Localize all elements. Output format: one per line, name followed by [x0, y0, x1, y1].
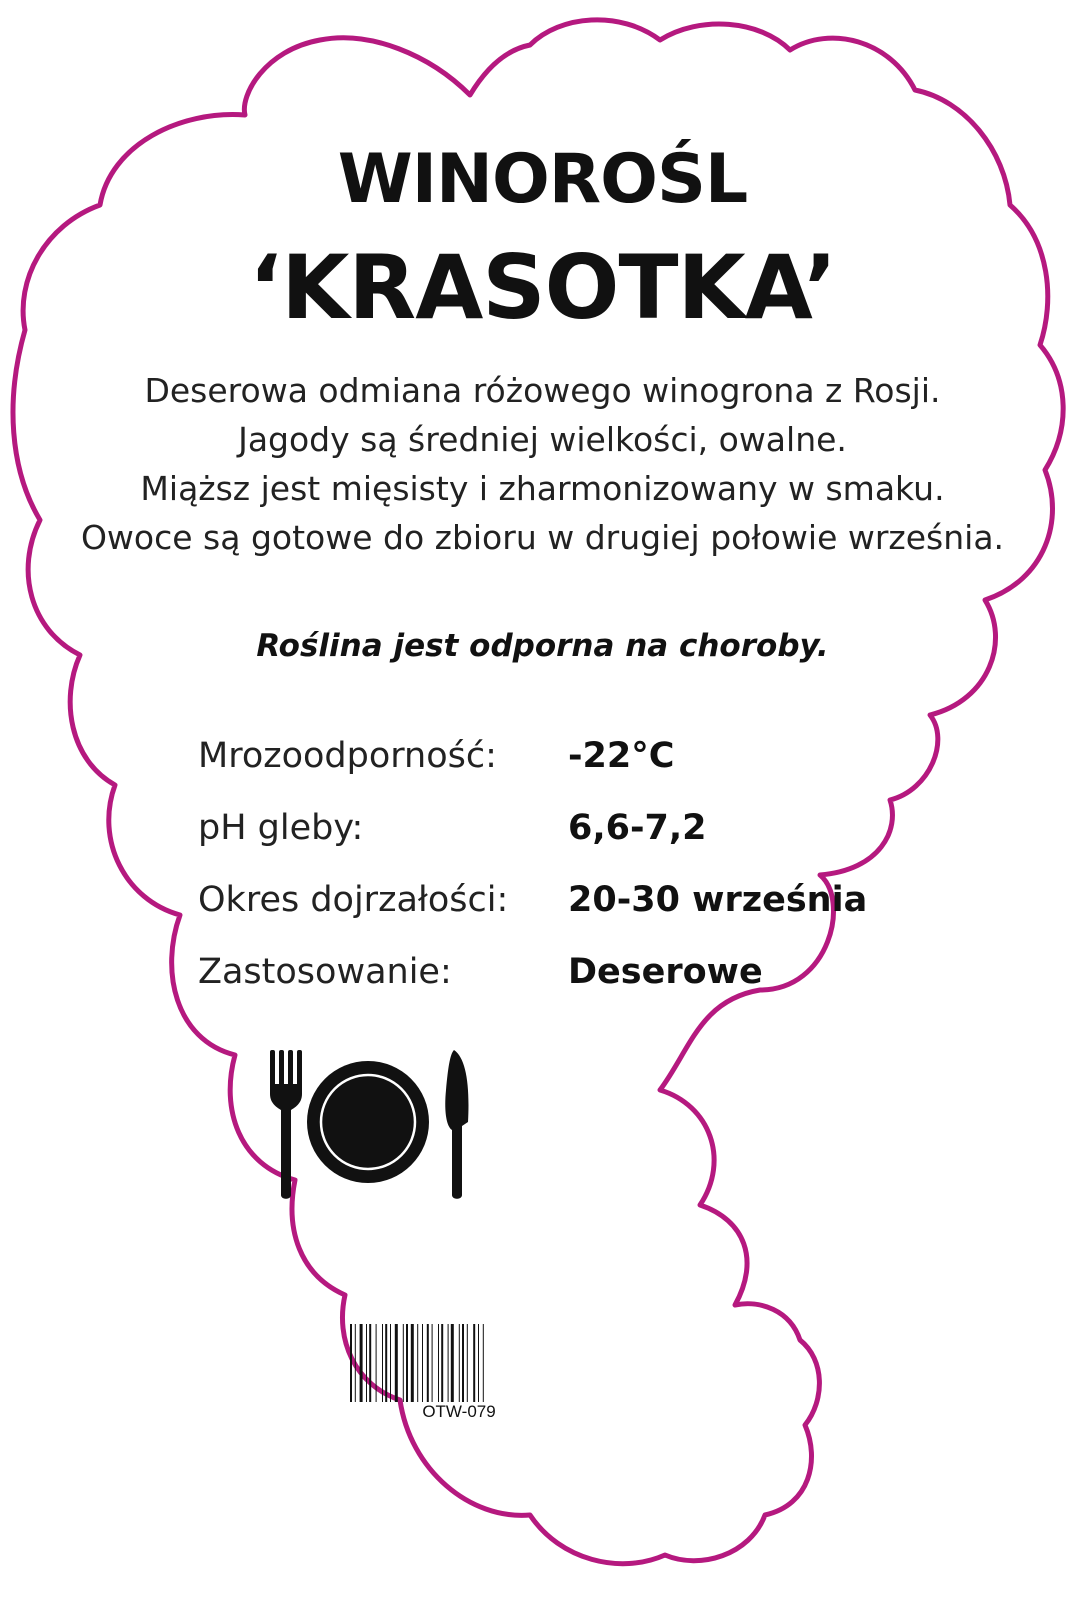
variety-name: ‘KRASOTKA’: [248, 236, 837, 339]
usage-label: Zastosowanie:: [198, 952, 452, 992]
description-line: Owoce są gotowe do zbioru w drugiej połowie września.: [80, 518, 1005, 557]
usage-value: Deserowe: [568, 952, 763, 992]
barcode-bar: [432, 1324, 433, 1402]
barcode-bar: [406, 1324, 408, 1402]
barcode-bar: [459, 1324, 460, 1402]
ripening-period-value: 20-30 września: [568, 880, 868, 920]
barcode-bar: [467, 1324, 468, 1402]
barcode-bar: [427, 1324, 429, 1402]
barcode-bar: [483, 1324, 484, 1402]
barcode-bar: [417, 1324, 418, 1402]
barcode-bar: [438, 1324, 439, 1402]
barcode-bar: [382, 1324, 383, 1402]
barcode-bar: [473, 1324, 475, 1402]
barcode-bar: [411, 1324, 414, 1402]
description-line: Jagody są średniej wielkości, owalne.: [238, 420, 847, 459]
description-line: Miąższ jest mięsisty i zharmonizowany w smaku.: [140, 469, 945, 508]
product-title-line1: WINOROŚL: [337, 140, 748, 219]
soil-ph-label: pH gleby:: [198, 808, 364, 848]
barcode-bar: [451, 1324, 454, 1402]
barcode-bar: [478, 1324, 479, 1402]
description: [0, 366, 1085, 562]
barcode-bar: [390, 1324, 391, 1402]
plate-fork-knife-icon: [268, 1050, 478, 1200]
barcode-bar: [360, 1324, 363, 1402]
description-line: Deserowa odmiana różowego winogrona z Rosji.: [144, 371, 941, 410]
frost-resistance-value: -22°C: [568, 736, 675, 776]
barcode-bar: [441, 1324, 443, 1402]
barcode: [350, 1324, 568, 1402]
barcode-bar: [385, 1324, 387, 1402]
barcode-bar: [422, 1324, 423, 1402]
disease-resistance-note: Roślina jest odporna na choroby.: [256, 628, 829, 664]
frost-resistance-label: Mrozoodporność:: [198, 736, 497, 776]
barcode-bar: [369, 1324, 371, 1402]
ripening-period-label: Okres dojrzałości:: [198, 880, 509, 920]
barcode-bar: [366, 1324, 367, 1402]
barcode-bar: [376, 1324, 377, 1402]
barcode-bar: [350, 1324, 352, 1402]
barcode-bar: [355, 1324, 356, 1402]
barcode-bar: [462, 1324, 464, 1402]
soil-ph-value: 6,6-7,2: [568, 808, 707, 848]
barcode-bar: [448, 1324, 449, 1402]
barcode-bar: [403, 1324, 404, 1402]
barcode-number: OTW-079: [422, 1402, 496, 1421]
barcode-bar: [395, 1324, 398, 1402]
